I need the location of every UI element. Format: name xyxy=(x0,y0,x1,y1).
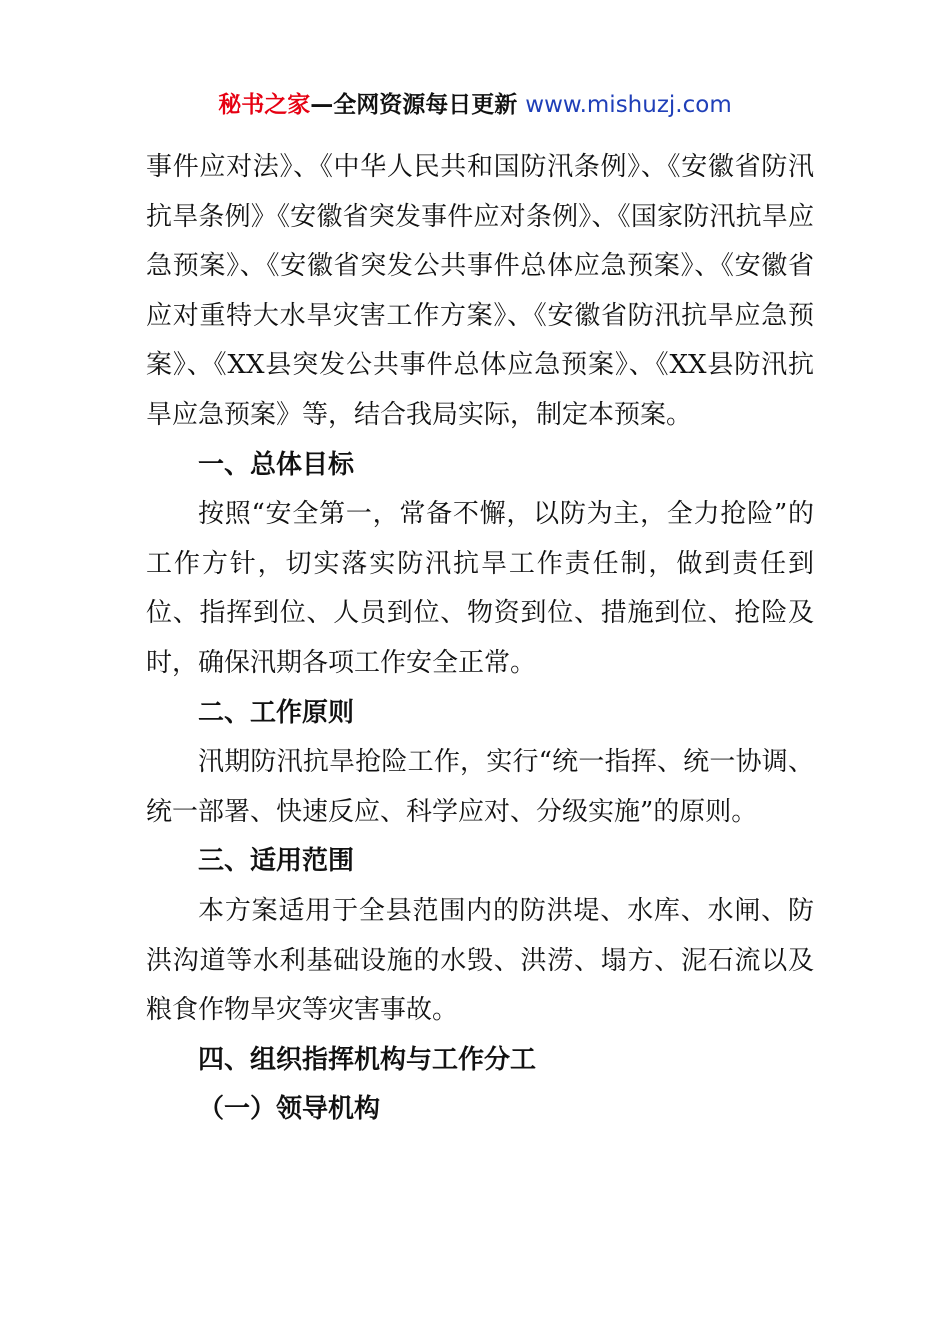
section-heading-scope: 三、适用范围 xyxy=(198,846,355,877)
intro-paragraph: 事件应对法》、《中华人民共和国防汛条例》、《安徽省防汛抗旱条例》《安徽省突发事件应对条例》、《国家防汛抗旱应急预案》、《安徽省突发公共事件总体应急预案》、《安徽省应对重特大水旱灾害工作方案》、《安徽省防汛抗旱应急预案》、《XX县突发公共事件总体应急预案》、《XX县防汛抗旱应急预案》等，结合我局实际，制定本预案。 xyxy=(146,152,814,430)
document-body xyxy=(146,143,814,1135)
page-header xyxy=(0,88,950,122)
header-brand: 秘书之家 xyxy=(218,92,311,118)
header-url-link[interactable]: www.mishuzj.com xyxy=(525,92,732,118)
subsection-heading-leadership: （一）领导机构 xyxy=(198,1094,381,1125)
principles-paragraph: 汛期防汛抗旱抢险工作，实行“统一指挥、统一协调、统一部署、快速反应、科学应对、分级实施”的原则。 xyxy=(146,747,814,827)
scope-paragraph: 本方案适用于全县范围内的防洪堤、水库、水闸、防洪沟道等水利基础设施的水毁、洪涝、塌方、泥石流以及粮食作物旱灾等灾害事故。 xyxy=(146,895,814,1026)
section-heading-principles: 二、工作原则 xyxy=(198,697,355,728)
overall-goal-paragraph: 按照“安全第一，常备不懈，以防为主，全力抢险”的工作方针，切实落实防汛抗旱工作责任制，做到责任到位、指挥到位、人员到位、物资到位、措施到位、抢险及时，确保汛期各项工作安全正常。 xyxy=(146,499,814,678)
section-heading-organization: 四、组织指挥机构与工作分工 xyxy=(198,1044,537,1075)
header-slogan: —全网资源每日更新 xyxy=(310,92,518,118)
section-heading-overall-goal: 一、总体目标 xyxy=(198,449,355,480)
